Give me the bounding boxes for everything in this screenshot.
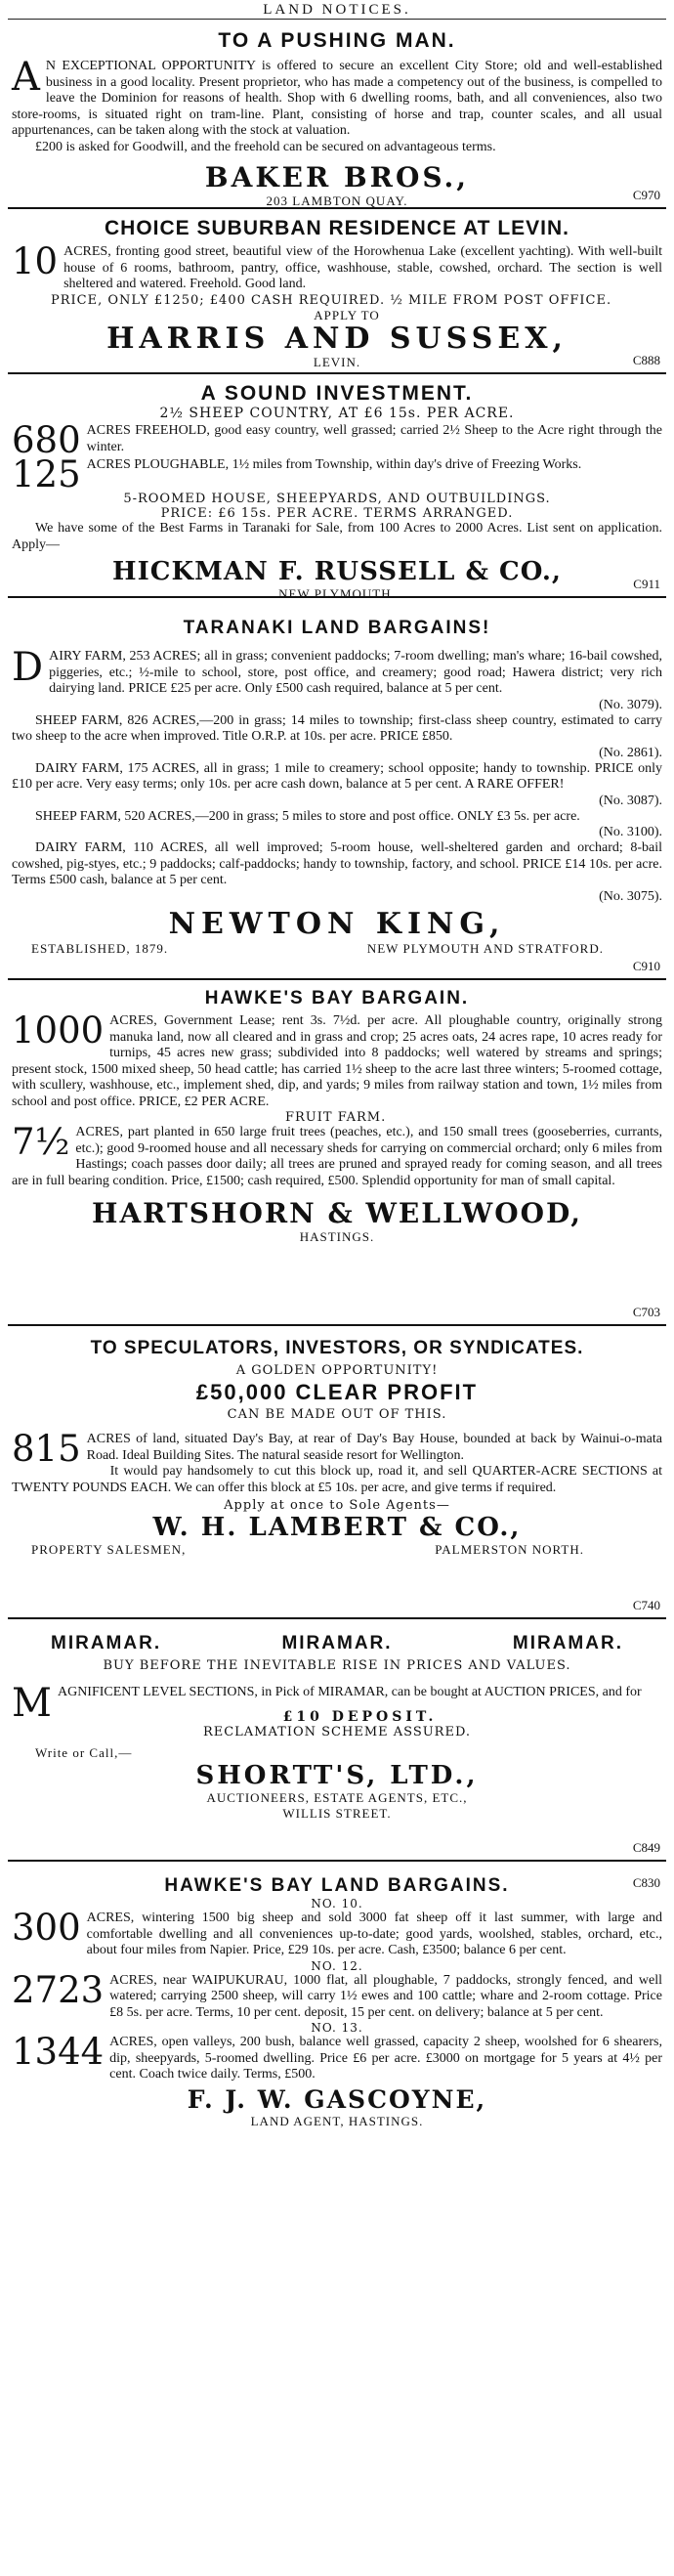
ad-code: C888 xyxy=(632,353,660,367)
drop-number: 680 xyxy=(12,423,81,457)
profit-banner: £50,000 CLEAR PROFIT xyxy=(195,1380,479,1404)
firm-role: PROPERTY SALESMEN, xyxy=(31,1542,187,1557)
ad-body xyxy=(12,240,662,293)
firm-address: LEVIN. xyxy=(313,354,361,369)
listing-text: ACRES, part planted in 650 large fruit trees (peaches, etc.), and 150 small trees (gooseberries, currants, etc.); good 9-roomed house and all necessary sheds for carrying on commercial orchard; only 6 miles from Hastings; coach passes door daily; all trees are pruned and sprayed ready for coming season, and all trees are in full bearing condition. Price, £1500; cash required, £500. Splendid opportunity for man of small capital. xyxy=(12,1125,662,1188)
ad-text: ACRES, fronting good street, beautiful view of the Horowhenua Lake (excellent yachting). With well-built house of 6 rooms, bathroom, pantry, office, washhouse, stable, cowshed, orchard. The section is well sheltered and watered. Freehold. Good land. xyxy=(63,244,662,291)
drop-number: 10 xyxy=(12,240,59,282)
firm-address: NEW PLYMOUTH AND STRATFORD. xyxy=(366,940,604,956)
drop-number: 1344 xyxy=(12,2031,105,2073)
ad-hawkes-bay-bargain xyxy=(8,980,666,1326)
write-or-call: Write or Call,— xyxy=(35,1744,133,1760)
listing-text: ACRES, wintering 1500 big sheep and sold 3000 fat sheep off it last summer, with large and comfortable dwelling and all conveniences up-to-date; good yards, woolshed, stables, orchard, etc., about four miles from Napier. Price, £29 10s. per acre. Cash, £3500; balance 6 per cent. xyxy=(86,1911,662,1957)
ad-code: C830 xyxy=(632,1875,660,1890)
listing-3075: DAIRY FARM, 110 ACRES, all well improved; 5-room house, well-sheltered garden and orchard; 8-bail cowshed, pig-styes, etc.; 9 paddocks; calf-paddocks; handy to township, factory, and school. PRICE £14 10s. per acre. Terms £500 cash, balance at 5 per cent. xyxy=(12,840,662,887)
apply-line: Apply at once to Sole Agents— xyxy=(224,1498,450,1513)
ad-levin-residence xyxy=(8,209,666,374)
ad-headline: HAWKE'S BAY BARGAIN. xyxy=(204,988,470,1009)
listing-number: NO. 13. xyxy=(311,2021,363,2035)
ad-subheadline: A GOLDEN OPPORTUNITY! xyxy=(235,1363,439,1378)
listing-text: ACRES, near WAIPUKURAU, 1000 flat, all ploughable, 7 paddocks, strongly fenced, and well watered; carrying 2500 sheep, will carry 1½ ewes and 100 cattle; whare and 2-room cottage. Price £8 5s. per acre. Terms, 10 per cent. deposit, 15 per cent. on delivery; balance at 5 per cent. xyxy=(109,1972,662,2020)
drop-cap: D xyxy=(12,645,44,690)
ad-code: C910 xyxy=(632,959,660,973)
ad-headline: TO SPECULATORS, INVESTORS, OR SYNDICATES. xyxy=(90,1338,584,1358)
ad-body-2 xyxy=(12,457,662,492)
firm-address: WILLIS STREET. xyxy=(282,1805,392,1821)
listing-fruit xyxy=(12,1121,662,1189)
listing-text: AIRY FARM, 253 ACRES; all in grass; convenient paddocks; 7-room dwelling; man's whare; 16-bail cowshed, piggeries, etc.; ½-mile to school, store, post office, and creamery; good road; Hawera district; very rich dairying land. PRICE £25 per acre. Only £500 cash required, balance at 5 per cent. xyxy=(49,649,662,696)
firm-name: HARTSHORN & WELLWOOD, xyxy=(91,1197,583,1229)
ad-subheadline: 2½ SHEEP COUNTRY, AT £6 15s. PER ACRE. xyxy=(159,406,515,421)
listing-ref: (No. 2861). xyxy=(599,745,662,760)
ad-code: C703 xyxy=(632,1305,660,1319)
listing-number: NO. 12. xyxy=(311,1958,363,1973)
deposit-line: £10 DEPOSIT. xyxy=(282,1708,438,1725)
ad-text-125: ACRES PLOUGHABLE, 1½ miles from Township, within day's drive of Freezing Works. xyxy=(86,457,582,472)
ad-pushing-man xyxy=(8,20,666,209)
firm-line-1: AUCTIONEERS, ESTATE AGENTS, ETC., xyxy=(206,1789,468,1805)
firm-footer xyxy=(12,941,662,957)
firm-address: NEW PLYMOUTH. xyxy=(278,586,396,601)
ad-headline: CHOICE SUBURBAN RESIDENCE AT LEVIN. xyxy=(104,217,570,239)
ad-code: C849 xyxy=(632,1840,660,1855)
miramar-1: MIRAMAR. xyxy=(51,1633,162,1653)
price-line: PRICE: £6 15s. PER ACRE. TERMS ARRANGED. xyxy=(160,506,514,521)
listing-ref: (No. 3075). xyxy=(599,888,662,904)
ad-headline: TARANAKI LAND BARGAINS! xyxy=(183,618,491,638)
drop-number: 1000 xyxy=(12,1009,105,1052)
firm-footer xyxy=(12,1542,662,1558)
listing-2723 xyxy=(12,1968,662,2022)
drop-number: 815 xyxy=(12,1428,81,1470)
price-line: PRICE, ONLY £1250; £400 CASH REQUIRED. ½ MILE FROM POST OFFICE. xyxy=(51,292,612,308)
firm-name: F. J. W. GASCOYNE, xyxy=(187,2084,487,2114)
listing-text-2: It would pay handsomely to cut this block up, road it, and sell QUARTER-ACRE SECTIONS at TWENTY POUNDS EACH. We can offer this block at £5 10s. per acre, and give terms if required. xyxy=(12,1464,662,1495)
ad-text: N EXCEPTIONAL OPPORTUNITY is offered to secure an excellent City Store; old and well-established business in a good locality. Present proprietor, who has made a competency out of the business, is compelled to leave the Dominion for reasons of health. Shop with 6 dwelling rooms, bath, and all conveniences, also two store-rooms, is situated right on tram-line. Plant, consisting of horse and trap, counter scales, and all usual appurtenances, can be taken along with the stock at valuation. xyxy=(12,59,662,138)
ad-code: C911 xyxy=(633,577,660,591)
listing-3100: SHEEP FARM, 520 ACRES,—200 in grass; 5 miles to store and post office. ONLY £3 5s. per acre. xyxy=(35,808,580,824)
firm-address: LAND AGENT, HASTINGS. xyxy=(250,2113,424,2128)
listing-text: ACRES, Government Lease; rent 3s. 7½d. per acre. All ploughable country, originally strong manuka land, now all cleared and in grass and crop; 25 acres oats, 24 acres rape, 10 acres ready for turnips, 45 acres new grass; subdivided into 8 paddocks; well watered by streams and springs; present stock, 1500 mixed sheep, 50 head cattle; has carried 1½ sheep to the acre last three winters; 5-roomed cottage, with scullery, washhouse, etc., implement shed, dip, and yards; 9 miles from railway station and town, 1½ miles from school and post office. PRICE, £2 PER ACRE. xyxy=(12,1013,662,1109)
section-header: LAND NOTICES. xyxy=(8,0,666,20)
drop-number: 2723 xyxy=(12,1968,105,2011)
listing-300 xyxy=(12,1907,662,1959)
ad-headline: TO A PUSHING MAN. xyxy=(218,29,456,52)
firm-address: PALMERSTON NORTH. xyxy=(435,1542,584,1557)
drop-cap: A xyxy=(12,55,40,100)
firm-name: NEWTON KING, xyxy=(168,906,506,941)
listing-2861: SHEEP FARM, 826 ACRES,—200 in grass; 14 miles to township; first-class sheep country, estimated to carry two sheep to the acre when improved. Title O.R.P. at 10s. per acre. PRICE £850. xyxy=(12,712,662,744)
listing-ref: (No. 3087). xyxy=(599,793,662,808)
apply-to: APPLY TO xyxy=(314,307,380,322)
ad-text-farms: We have some of the Best Farms in Taranaki for Sale, from 100 Acres to 2000 Acres. List sent on application. Apply— xyxy=(12,521,662,552)
miramar-banner xyxy=(12,1633,662,1654)
newspaper-page xyxy=(8,0,666,2576)
drop-number: 125 xyxy=(12,457,81,492)
listing-number: NO. 10. xyxy=(311,1897,363,1911)
ad-speculators xyxy=(8,1326,666,1619)
ad-code: C740 xyxy=(632,1598,660,1612)
drop-number: 300 xyxy=(12,1907,81,1949)
ad-hawkes-bay-land-bargains xyxy=(8,1862,666,2168)
listing-text: ACRES, open valleys, 200 bush, balance well grassed, capacity 2 sheep, woolshed for 6 shearers, dip, sheepyards, 5-roomed dwelling. Price £6 per acre. £3000 on mortgage for 5 years at 4½ per cent. Coach twice daily. Terms, £500. xyxy=(109,2035,662,2082)
listing-1000 xyxy=(12,1009,662,1110)
miramar-2: MIRAMAR. xyxy=(281,1633,393,1653)
ad-headline: A SOUND INVESTMENT. xyxy=(200,382,474,405)
fruit-farm-heading: FRUIT FARM. xyxy=(285,1110,387,1125)
ad-subheadline: BUY BEFORE THE INEVITABLE RISE IN PRICES AND VALUES. xyxy=(103,1658,571,1673)
listing-text: ACRES of land, situated Day's Bay, at rear of Day's Bay House, bounded at back by Wainui-o-mata Road. Ideal Building Sites. The natural seaside resort for Wellington. xyxy=(86,1432,662,1463)
firm-name: W. H. LAMBERT & CO., xyxy=(152,1513,522,1542)
listing-ref: (No. 3100). xyxy=(599,825,662,839)
house-line: 5-ROOMED HOUSE, SHEEPYARDS, AND OUTBUILDINGS. xyxy=(123,492,551,506)
ad-sound-investment xyxy=(8,374,666,601)
ad-headline: HAWKE'S BAY LAND BARGAINS. xyxy=(164,1875,510,1896)
ad-text-terms: £200 is asked for Goodwill, and the freehold can be secured on advantageous terms. xyxy=(35,139,496,154)
listing-3087: DAIRY FARM, 175 ACRES, all in grass; 1 mile to creamery; school opposite; handy to township. PRICE only £10 per acre. Very easy terms; only 10s. per acre cash down, balance at 5 per cent. A RARE OFFER! xyxy=(12,760,662,792)
ad-body xyxy=(12,55,662,155)
listing-3079 xyxy=(12,645,662,698)
ad-taranaki-bargains xyxy=(8,598,666,980)
ad-text-680: ACRES FREEHOLD, good easy country, well grassed; carried 2½ Sheep to the Acre right through the winter. xyxy=(86,423,662,454)
ad-miramar xyxy=(8,1619,666,1862)
firm-name: BAKER BROS., xyxy=(204,161,470,193)
firm-address: HASTINGS. xyxy=(299,1229,375,1244)
established: ESTABLISHED, 1879. xyxy=(31,940,169,956)
firm-name: SHORTT'S, LTD., xyxy=(195,1760,479,1790)
miramar-3: MIRAMAR. xyxy=(512,1633,623,1653)
firm-name: HARRIS AND SUSSEX, xyxy=(106,321,568,356)
firm-address: 203 LAMBTON QUAY. xyxy=(266,193,408,208)
ad-text: AGNIFICENT LEVEL SECTIONS, in Pick of MIRAMAR, can be bought at AUCTION PRICES, and for xyxy=(57,1685,642,1699)
drop-number: 7½ xyxy=(12,1121,70,1163)
ad-code: C970 xyxy=(632,188,660,202)
drop-cap: M xyxy=(12,1681,52,1726)
ad-body xyxy=(12,423,662,457)
listing-1344 xyxy=(12,2031,662,2083)
ad-subheadline-2: CAN BE MADE OUT OF THIS. xyxy=(227,1407,447,1422)
listing-815 xyxy=(12,1428,662,1470)
scheme-line: RECLAMATION SCHEME ASSURED. xyxy=(202,1724,472,1739)
firm-name: HICKMAN F. RUSSELL & CO., xyxy=(112,557,562,586)
listing-ref: (No. 3079). xyxy=(599,697,662,712)
